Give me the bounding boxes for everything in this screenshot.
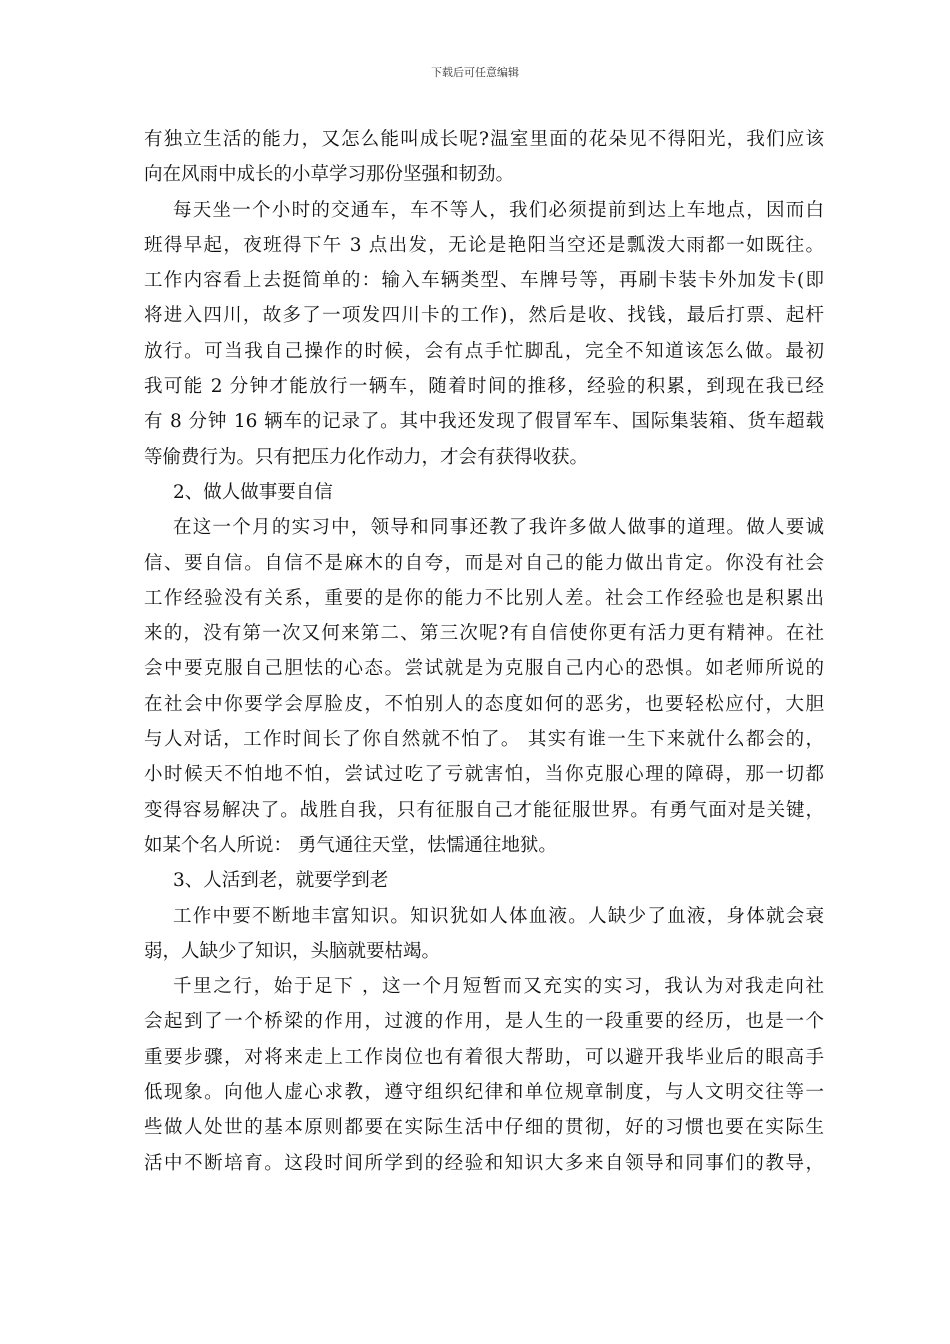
text-line: 会中要克服自己胆怯的心态。尝试就是为克服自己内心的恐惧。如老师所说的	[144, 658, 824, 680]
text-line: 活中不断培育。这段时间所学到的经验和知识大多来自领导和同事们的教导，	[144, 1152, 824, 1174]
text-line: 向在风雨中成长的小草学习那份坚强和韧劲。	[144, 164, 515, 186]
text-line: 小时候天不怕地不怕，尝试过吃了亏就害怕，当你克服心理的障碍，那一切都	[144, 764, 824, 786]
text-line: 来的，没有第一次又何来第二、第三次呢?有自信使你更有活力更有精神。在社	[144, 623, 824, 645]
text-line: 如某个名人所说： 勇气通往天堂，怯懦通往地狱。	[144, 834, 557, 856]
document-body	[144, 122, 824, 1181]
text-line: 重要步骤，对将来走上工作岗位也有着很大帮助，可以避开我毕业后的眼高手	[144, 1046, 824, 1068]
text-line: 弱，人缺少了知识，头脑就要枯竭。	[144, 940, 441, 962]
text-line: 在这一个月的实习中，领导和同事还教了我许多做人做事的道理。做人要诚	[173, 517, 824, 539]
page-header: 下载后可任意编辑	[431, 66, 519, 79]
text-line: 低现象。向他人虚心求教，遵守组织纪律和单位规章制度，与人文明交往等一	[144, 1082, 824, 1104]
text-line: 千里之行，始于足下 ，这一个月短暂而又充实的实习，我认为对我走向社	[173, 976, 824, 998]
text-line: 与人对话，工作时间长了你自然就不怕了。 其实有谁一生下来就什么都会的，	[144, 729, 824, 751]
text-line: 我可能 2 分钟才能放行一辆车，随着时间的推移，经验的积累，到现在我已经	[144, 376, 824, 398]
text-line: 每天坐一个小时的交通车，车不等人，我们必须提前到达上车地点，因而白	[173, 199, 824, 221]
text-line: 班得早起，夜班得下午 3 点出发，无论是艳阳当空还是瓢泼大雨都一如既往。	[144, 234, 824, 256]
section-heading: 3、人活到老，就要学到老	[173, 870, 389, 892]
text-line: 有独立生活的能力，又怎么能叫成长呢?温室里面的花朵见不得阳光，我们应该	[144, 129, 824, 150]
text-line: 放行。可当我自己操作的时候，会有点手忙脚乱，完全不知道该怎么做。最初	[144, 340, 824, 362]
text-line: 些做人处世的基本原则都要在实际生活中仔细的贯彻，好的习惯也要在实际生	[144, 1117, 824, 1139]
text-line: 变得容易解决了。战胜自我，只有征服自己才能征服世界。有勇气面对是关键，	[144, 799, 824, 821]
text-line: 工作内容看上去挺简单的：输入车辆类型、车牌号等，再刷卡装卡外加发卡(即	[144, 270, 824, 292]
text-line: 在社会中你要学会厚脸皮，不怕别人的态度如何的恶劣，也要轻松应付，大胆	[144, 693, 824, 715]
section-heading: 2、做人做事要自信	[173, 481, 333, 503]
text-line: 有 8 分钟 16 辆车的记录了。其中我还发现了假冒军车、国际集装箱、货车超载	[144, 411, 824, 433]
text-line: 将进入四川，故多了一项发四川卡的工作)，然后是收、找钱，最后打票、起杆	[144, 305, 824, 327]
text-line: 工作中要不断地丰富知识。知识犹如人体血液。人缺少了血液，身体就会衰	[173, 905, 824, 927]
text-line: 工作经验没有关系，重要的是你的能力不比别人差。社会工作经验也是积累出	[144, 587, 824, 609]
text-line: 会起到了一个桥梁的作用，过渡的作用，是人生的一段重要的经历，也是一个	[144, 1011, 824, 1033]
text-line: 等偷费行为。只有把压力化作动力，才会有获得收获。	[144, 446, 589, 468]
text-line: 信、要自信。自信不是麻木的自夸，而是对自己的能力做出肯定。你没有社会	[144, 552, 824, 574]
